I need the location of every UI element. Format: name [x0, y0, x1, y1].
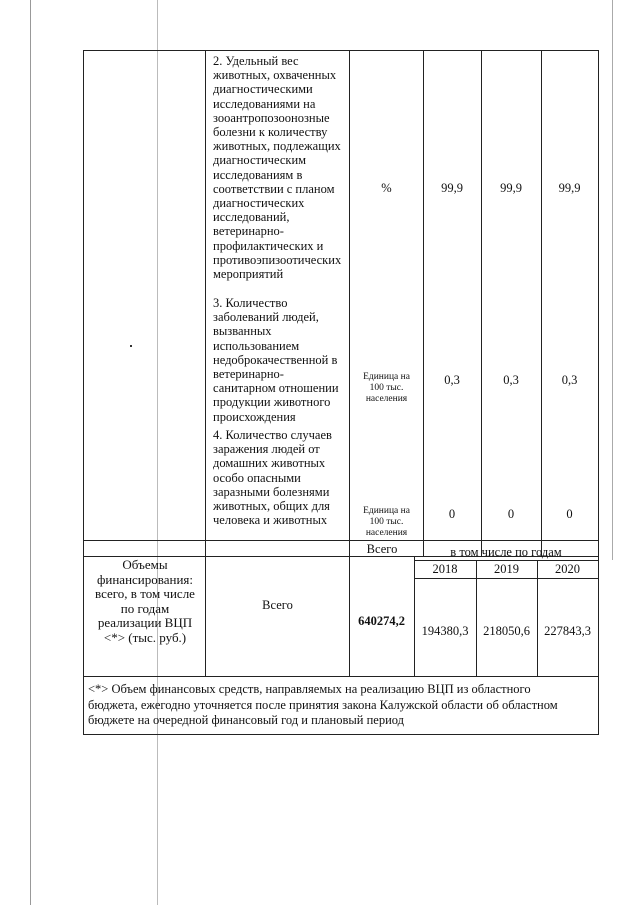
indicator-3-text	[213, 296, 353, 424]
indicator-line: диагностических	[213, 196, 305, 211]
unit-line: населения	[365, 394, 408, 404]
scan-margin-line-right	[612, 0, 613, 560]
header-total: Всего	[366, 542, 398, 556]
indicator-line: 3. Количество	[213, 296, 288, 310]
table-border-right	[598, 50, 599, 734]
indicator-line: человека и животных	[213, 513, 328, 528]
row-sep-upper	[83, 540, 599, 541]
indicator-line: зооантропозоонозные	[213, 110, 330, 125]
value-item4-2019: 0	[507, 507, 515, 521]
value-item2-2018: 99,9	[441, 181, 463, 195]
value-item4-2018: 0	[448, 507, 456, 521]
indicator-line: исследованиям в	[213, 167, 303, 182]
indicator-line: исследований,	[213, 210, 290, 225]
year-2020: 2020	[555, 562, 580, 576]
indicator-line: животных, общих для	[213, 499, 330, 514]
indicator-line: происхождения	[213, 409, 296, 424]
indicator-line: противоэпизоотических	[213, 252, 342, 267]
financing-total-word: Всего	[262, 598, 293, 612]
financing-label-line: Объемы	[122, 557, 168, 572]
footnote-line: <*> Объем финансовых средств, направляемых на реализацию ВЦП из областного	[88, 682, 531, 696]
indicator-4-text	[213, 428, 353, 527]
row-sep-years-top	[414, 560, 598, 561]
financing-2020-value: 227843,3	[544, 624, 591, 638]
value-item3-2019: 0,3	[503, 373, 519, 387]
indicator-line: диагностическим	[213, 153, 307, 168]
indicator-line: исследованиями на	[213, 96, 316, 111]
indicator-line: мероприятий	[213, 267, 284, 282]
row-sep-fin-bottom	[83, 676, 599, 677]
scan-margin-line-left	[30, 0, 31, 905]
col-sep-1	[205, 50, 206, 555]
value-item3-2020: 0,3	[561, 373, 578, 387]
unit-item3	[350, 372, 423, 405]
unit-line: 100 тыс.	[369, 517, 404, 527]
indicator-2-text	[213, 54, 353, 281]
financing-label-line: всего, в том числе	[95, 586, 195, 601]
indicator-line: использованием	[213, 338, 300, 353]
unit-line: населения	[365, 528, 408, 538]
unit-item4	[350, 506, 423, 539]
indicator-line: вызванных	[213, 324, 272, 339]
indicator-line: домашних животных	[213, 456, 326, 471]
indicator-line: заболеваний людей,	[213, 310, 319, 325]
table-top	[83, 50, 599, 51]
unit-line: Единица на	[363, 372, 410, 382]
year-2019: 2019	[494, 562, 519, 576]
table-border-left	[83, 50, 84, 734]
financing-label	[86, 558, 204, 645]
value-item2-2020: 99,9	[558, 181, 581, 195]
table-bottom	[83, 734, 599, 735]
value-item2-2019: 99,9	[500, 181, 522, 195]
indicator-line: продукции животного	[213, 395, 331, 410]
financing-label-line: по годам	[120, 600, 170, 616]
unit-line: 100 тыс.	[369, 383, 404, 393]
indicator-line: особо опасными	[213, 470, 301, 485]
indicator-line: 2. Удельный вес	[213, 54, 299, 68]
indicator-line: санитарном отношении	[213, 381, 339, 396]
indicator-line: животных, подлежащих	[213, 139, 341, 154]
financing-label-line: реализации ВЦП	[97, 615, 193, 630]
scan-dot	[130, 345, 132, 347]
year-2018: 2018	[432, 562, 458, 576]
indicator-line: недоброкачественной в	[213, 352, 338, 367]
value-item3-2018: 0,3	[444, 373, 460, 387]
value-item4-2020: 0	[566, 507, 573, 521]
indicator-line: животных, охваченных	[213, 68, 337, 83]
indicator-line: профилактических и	[213, 238, 324, 253]
indicator-line: ветеринарно-	[213, 224, 284, 239]
col-sep-4	[481, 50, 482, 557]
scan-margin-line-center	[157, 0, 158, 905]
indicator-line: ветеринарно-	[213, 367, 284, 382]
fin-sep-1	[205, 555, 206, 676]
footnote-line: бюджета, ежегодно уточняется после принятия закона Калужской области об областном	[88, 697, 558, 712]
indicator-line: 4. Количество случаев	[213, 428, 332, 442]
footnote	[88, 682, 596, 729]
financing-total-value: 640274,2	[358, 614, 405, 628]
financing-label-line: <*> (тыс. руб.)	[103, 629, 187, 645]
indicator-line: соответствии с планом	[213, 181, 335, 196]
col-sep-3	[423, 50, 424, 557]
unit-line: Единица на	[363, 506, 410, 516]
indicator-line: заражения людей от	[213, 442, 320, 457]
row-sep-years-bottom	[414, 578, 598, 579]
footnote-line: бюджете на очередной финансовый год и плановый период	[88, 713, 405, 727]
financing-2018-value: 194380,3	[421, 624, 469, 638]
financing-label-line: финансирования:	[96, 571, 194, 587]
header-by-years: в том числе по годам	[450, 545, 562, 559]
indicator-line: заразными болезнями	[213, 484, 330, 499]
indicator-line: болезни к количеству	[213, 125, 328, 140]
indicator-line: диагностическими	[213, 82, 313, 97]
financing-2019-value: 218050,6	[483, 624, 530, 638]
unit-item2: %	[381, 181, 392, 195]
col-sep-5	[541, 50, 542, 557]
